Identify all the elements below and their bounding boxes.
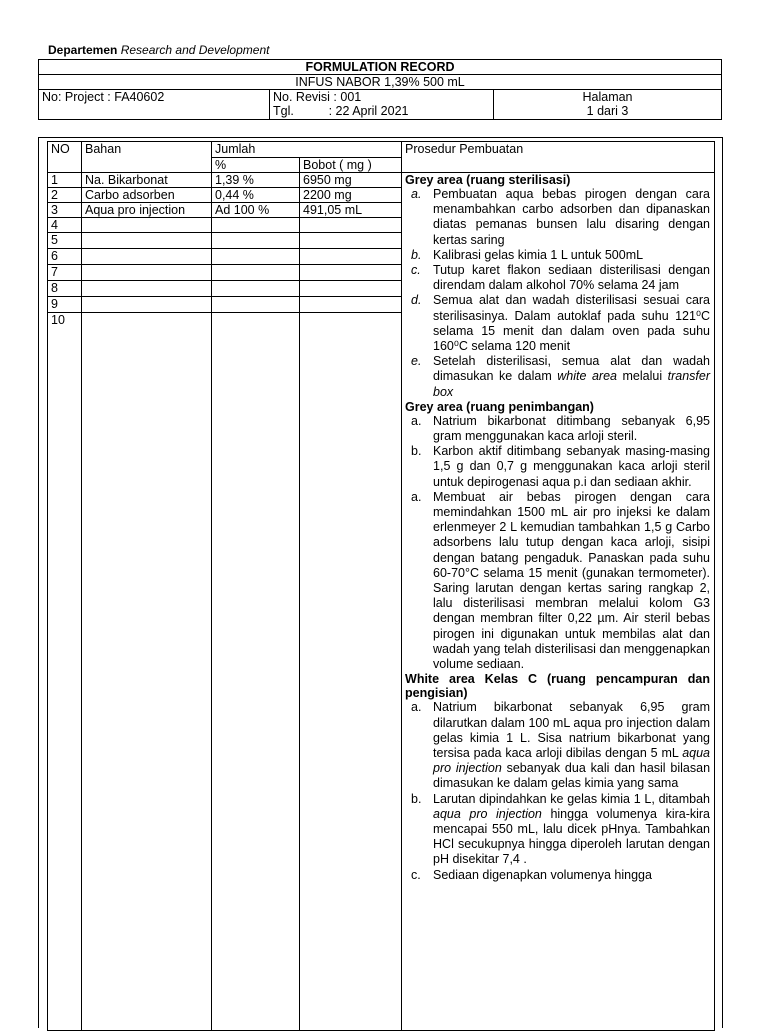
col-header-bahan: Bahan — [82, 142, 212, 173]
row-percent: 0,44 % — [212, 188, 300, 203]
steps-sterilisasi — [405, 187, 710, 400]
project-number: No: Project : FA40602 — [39, 90, 270, 120]
row-no: 10 — [48, 313, 82, 1031]
record-subtitle: INFUS NABOR 1,39% 500 mL — [39, 75, 722, 90]
row-no: 1 — [48, 173, 82, 188]
row-percent — [212, 218, 300, 233]
page-cell — [494, 90, 722, 120]
department-line — [48, 43, 269, 57]
list-item: b. Karbon aktif ditimbang sebanyak masing-masing 1,5 g dan 0,7 g menggunakan kaca arloji steril untuk depirogenasi aqua p.i dan sediaan akhir. — [411, 444, 711, 489]
row-no: 9 — [48, 297, 82, 313]
list-item: d. Semua alat dan wadah disterilisasi sesuai cara sterilisasinya. Dalam autoklaf pada suhu 121⁰C selama 15 menit dan dalam oven pada suhu 160⁰C selama 120 menit — [411, 293, 711, 354]
list-item: b. Kalibrasi gelas kimia 1 L untuk 500mL — [411, 247, 644, 262]
section-title-penimbangan: Grey area (ruang penimbangan) — [405, 399, 594, 414]
list-item: c. Tutup karet flakon sediaan disterilisasi dengan direndam dalam alkohol 70% selama 24 jam — [411, 263, 711, 293]
col-header-percent: % — [212, 158, 300, 173]
steps-white-area — [405, 700, 710, 882]
list-item: a. Membuat air bebas pirogen dengan cara memindahkan 1500 mL air pro injeksi ke dalam erlenmeyer 2 L kemudian tambahkan 1,5 g Carbo adsorbens lalu tutup dengan kaca arloji, sisipi dengan batang pengaduk. Panaskan pada suhu 60-70°C selama 15 menit (gunakan termometer). Saring larutan dengan kertas saring rangkap 2, lalu disterilisasi membran melalui kolom G3 dengan membran filter 0,22 µm. Air steril bebas pirogen ini digunakan untuk membilas alat dan wadah yang telah disterilisasi dan menggenapkan volume sediaan. — [411, 489, 711, 672]
procedure-cell — [402, 173, 715, 1031]
row-no: 5 — [48, 233, 82, 249]
row-no: 3 — [48, 203, 82, 218]
row-bobot — [300, 313, 402, 1031]
row-bobot — [300, 233, 402, 249]
col-header-prosedur: Prosedur Pembuatan — [402, 142, 715, 173]
row-percent — [212, 249, 300, 265]
row-no: 2 — [48, 188, 82, 203]
row-bahan: Na. Bikarbonat — [82, 173, 212, 188]
row-bobot — [300, 297, 402, 313]
page-number: 1 dari 3 — [586, 104, 629, 118]
row-bobot: 491,05 mL — [300, 203, 402, 218]
formulation-table — [47, 141, 715, 1031]
row-no: 7 — [48, 265, 82, 281]
row-bobot: 2200 mg — [300, 188, 402, 203]
row-bahan — [82, 249, 212, 265]
row-percent — [212, 233, 300, 249]
col-header-jumlah: Jumlah — [212, 142, 402, 158]
department-label: Departemen — [48, 43, 118, 57]
section-title-white-area: White area Kelas C (ruang pencampuran dan pengisian) — [405, 672, 711, 701]
list-item: e. Setelah disterilisasi, semua alat dan wadah dimasukan ke dalam white area melalui transfer box — [411, 354, 711, 399]
row-no: 8 — [48, 281, 82, 297]
col-header-no: NO — [48, 142, 82, 173]
record-date: Tgl. : 22 April 2021 — [273, 104, 409, 118]
row-bobot: 6950 mg — [300, 173, 402, 188]
record-title: FORMULATION RECORD — [39, 60, 722, 75]
revision-date-cell — [270, 90, 494, 120]
row-percent — [212, 297, 300, 313]
row-bahan — [82, 297, 212, 313]
row-bahan — [82, 281, 212, 297]
row-bahan — [82, 265, 212, 281]
row-bobot — [300, 281, 402, 297]
department-name: Research and Development — [120, 43, 270, 57]
row-bahan: Aqua pro injection — [82, 203, 212, 218]
row-percent — [212, 265, 300, 281]
row-bobot — [300, 265, 402, 281]
row-bobot — [300, 218, 402, 233]
section-title-sterilisasi: Grey area (ruang sterilisasi) — [405, 173, 571, 187]
list-item: a. Pembuatan aqua bebas pirogen dengan cara menambahkan carbo adsorben dan dipanaskan diatas pemanas bunsen lalu disaring dengan kertas saring — [411, 187, 711, 247]
row-percent — [212, 281, 300, 297]
list-item: a. Natrium bikarbonat ditimbang sebanyak 6,95 gram menggunakan kaca arloji steril. — [411, 413, 711, 444]
header-table — [38, 59, 722, 120]
list-item: a. Natrium bikarbonat sebanyak 6,95 gram dilarutkan dalam 100 mL aqua pro injection dalam gelas kimia 1 L. Sisa natrium bikarbonat yang tersisa pada kaca arloji dibilas dengan 5 mL aqua pro injection sebanyak dua kali dan hasil bilasan dimasukan ke dalam gelas kimia yang sama — [411, 700, 711, 791]
row-percent: 1,39 % — [212, 173, 300, 188]
row-bahan — [82, 313, 212, 1031]
row-bahan — [82, 233, 212, 249]
row-bahan — [82, 218, 212, 233]
revision-number: No. Revisi : 001 — [273, 90, 362, 104]
row-bobot — [300, 249, 402, 265]
steps-penimbangan — [405, 414, 710, 672]
row-percent — [212, 313, 300, 1031]
row-bahan: Carbo adsorben — [82, 188, 212, 203]
page-label: Halaman — [582, 90, 633, 104]
list-item: c. Sediaan digenapkan volumenya hingga — [411, 867, 652, 882]
list-item: b. Larutan dipindahkan ke gelas kimia 1 L, ditambah aqua pro injection hingga volumenya kira-kira mencapai 550 mL, lalu dicek pHnya. Tambahkan HCl secukupnya hingga diperoleh larutan dengan pH disekitar 7,4 . — [411, 791, 711, 867]
row-percent: Ad 100 % — [212, 203, 300, 218]
row-no: 6 — [48, 249, 82, 265]
row-no: 4 — [48, 218, 82, 233]
col-header-bobot: Bobot ( mg ) — [300, 158, 402, 173]
